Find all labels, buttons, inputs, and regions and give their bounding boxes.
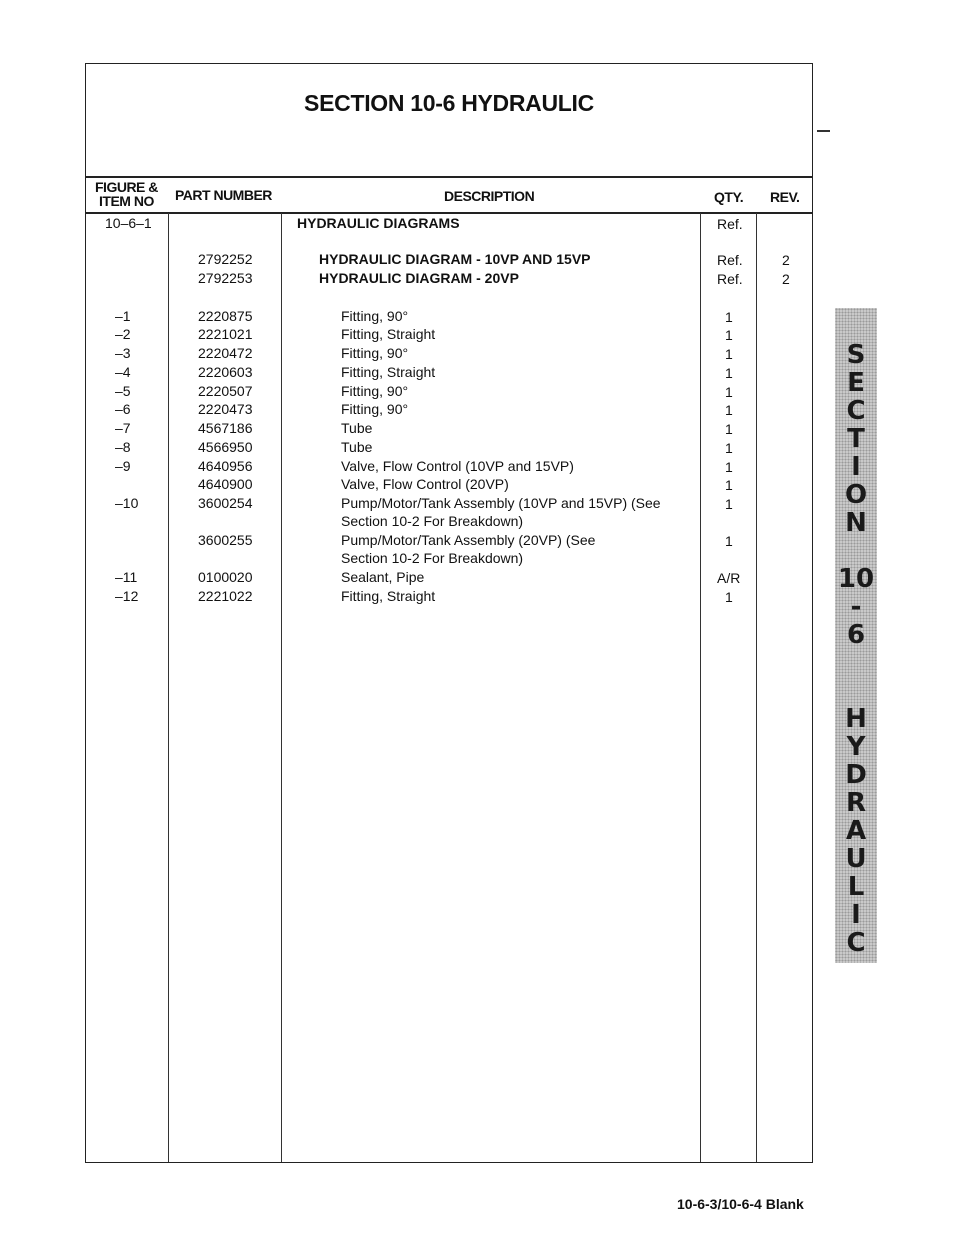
header-qty: QTY. [714,189,744,205]
row-qty: 1 [725,459,733,475]
row-qty: 1 [725,421,733,437]
side-tab-char: U [845,844,867,874]
side-tab-char: A [845,816,867,846]
row-part-number: 4567186 [198,420,253,436]
row-qty: 1 [725,365,733,381]
row-part-number: 2221022 [198,588,253,604]
row-qty: 1 [725,477,733,493]
row-part-number: 0100020 [198,569,253,585]
row-description: Tube [341,439,373,455]
row-item-no: –12 [115,588,139,604]
row-description: Fitting, 90° [341,308,409,324]
row-description: HYDRAULIC DIAGRAM - 10VP AND 15VP [319,251,591,267]
page-title: SECTION 10-6 HYDRAULIC [304,90,594,116]
row-item-no: –3 [115,345,131,361]
side-tab-char: C [846,928,866,958]
row-part-number: 3600255 [198,532,253,548]
row-description: Pump/Motor/Tank Assembly (10VP and 15VP) (See [341,495,661,511]
row-part-number: 2220472 [198,345,253,361]
header-top-rule [86,176,812,178]
row-description: HYDRAULIC DIAGRAM - 20VP [319,270,519,286]
row-item-no: –4 [115,364,131,380]
side-tab-char: I [851,900,861,930]
row-part-number: 2220507 [198,383,253,399]
row-item-no: –11 [115,569,138,585]
side-tab-char: T [847,424,865,454]
column-divider-item [168,213,169,1162]
row-qty: 1 [725,440,733,456]
column-divider-part [281,213,282,1162]
row-item-no: –6 [115,401,131,417]
side-tab-char: Y [846,732,866,762]
row-description: Fitting, 90° [341,383,409,399]
side-tab-char: 10 [837,564,875,594]
row-part-number: 2220603 [198,364,253,380]
row-description: Valve, Flow Control (10VP and 15VP) [341,458,574,474]
header-description: DESCRIPTION [444,188,535,204]
row-qty: 1 [725,346,733,362]
section-side-tab [835,308,877,963]
row-description: Section 10-2 For Breakdown) [341,513,524,529]
row-qty: Ref. [717,216,743,232]
row-qty: 1 [725,327,733,343]
row-description: Section 10-2 For Breakdown) [341,550,524,566]
header-part-number: PART NUMBER [175,187,272,203]
side-tab-char: R [845,788,867,818]
row-qty: 1 [725,309,733,325]
row-item-no: –8 [115,439,131,455]
row-rev: 2 [782,252,790,268]
column-divider-description [700,213,701,1162]
side-tab-char: C [846,396,866,426]
row-description: Valve, Flow Control (20VP) [341,476,509,492]
row-part-number: 3600254 [198,495,253,511]
row-item-no: –2 [115,326,131,342]
row-description: Fitting, 90° [341,345,409,361]
header-bottom-rule [86,212,812,214]
header-rev: REV. [770,189,800,205]
row-item-no: –10 [115,495,139,511]
row-qty: 1 [725,533,733,549]
page-footer: 10-6-3/10-6-4 Blank [677,1196,804,1212]
row-description: Fitting, Straight [341,364,436,380]
row-part-number: 4640900 [198,476,253,492]
row-part-number: 2792253 [198,270,253,286]
row-part-number: 4640956 [198,458,253,474]
row-qty: 1 [725,589,733,605]
side-tab-char: E [847,368,865,398]
row-qty: Ref. [717,271,743,287]
row-item-no: –7 [115,420,131,436]
side-tab-char: I [851,452,861,482]
row-qty: 1 [725,402,733,418]
row-description: HYDRAULIC DIAGRAMS [297,215,460,231]
side-tab-char: N [845,508,867,538]
row-part-number: 2221021 [198,326,253,342]
header-figure-line1: FIGURE & [95,179,158,195]
side-tab-char: S [846,340,866,370]
side-tab-char: L [847,872,865,902]
column-divider-qty [756,213,757,1162]
side-tab-char: 6 [846,620,866,650]
row-item-no: –1 [115,308,131,324]
row-description: Fitting, Straight [341,588,436,604]
row-item-no: 10–6–1 [105,215,152,231]
row-item-no: –5 [115,383,131,399]
row-description: Pump/Motor/Tank Assembly (20VP) (See [341,532,596,548]
margin-tick-mark [817,130,830,132]
row-item-no: –9 [115,458,131,474]
row-part-number: 2792252 [198,251,253,267]
side-tab-char: H [845,704,867,734]
row-description: Tube [341,420,373,436]
side-tab-char: - [850,592,862,622]
row-qty: 1 [725,384,733,400]
row-part-number: 2220473 [198,401,253,417]
row-qty: Ref. [717,252,743,268]
header-figure-line2: ITEM NO [99,193,154,209]
row-description: Fitting, 90° [341,401,409,417]
row-qty: 1 [725,496,733,512]
row-rev: 2 [782,271,790,287]
side-tab-char: O [844,480,868,510]
row-description: Sealant, Pipe [341,569,425,585]
row-part-number: 2220875 [198,308,253,324]
side-tab-char: D [845,760,867,790]
row-part-number: 4566950 [198,439,253,455]
parts-list-frame [85,63,813,1163]
row-description: Fitting, Straight [341,326,436,342]
row-qty: A/R [717,570,741,586]
